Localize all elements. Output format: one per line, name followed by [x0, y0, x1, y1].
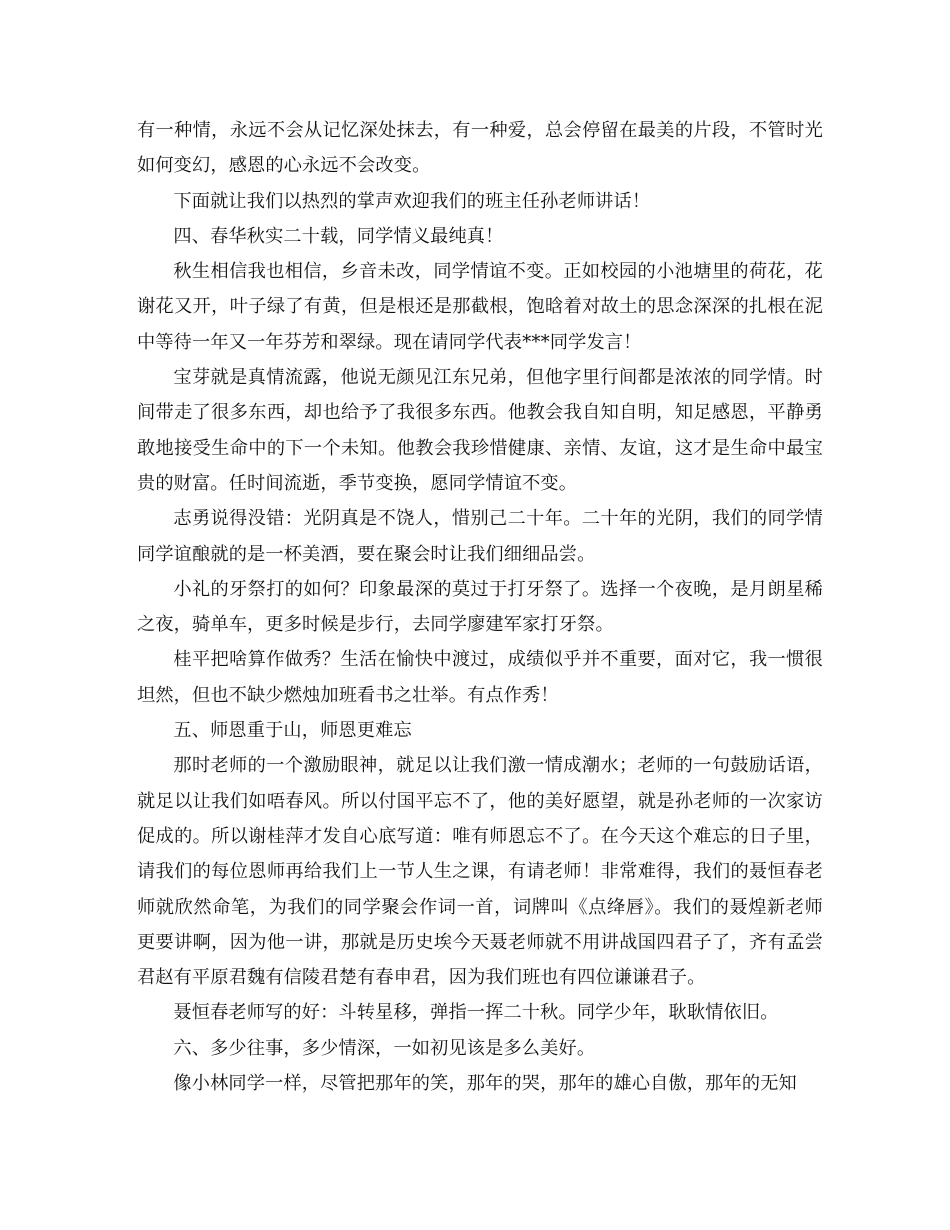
paragraph-qiusheng: 秋生相信我也相信，乡音未改，同学情谊不变。正如校园的小池塘里的荷花，花谢花又开，叶子绿了有黄，但是根还是那截根，饱晗着对故土的思念深深的扎根在泥中等待一年又一年芬芳和翠绿。现在请同学代表***同学发言！: [137, 261, 823, 353]
paragraph-guiping: 桂平把啥算作做秀？生活在愉快中渡过，成绩似乎并不重要，面对它，我一惯很坦然，但也不缺少燃烛加班看书之壮举。有点作秀！: [137, 649, 823, 706]
section-heading-four: 四、春华秋实二十载，同学情义最纯真！: [173, 225, 504, 247]
section-heading-six: 六、多少往事，多少情深，一如初见该是多么美好。: [173, 1037, 596, 1059]
paragraph-welcome-teacher-sun: 下面就让我们以热烈的掌声欢迎我们的班主任孙老师讲话！: [173, 190, 651, 212]
section-heading-five: 五、师恩重于山，师恩更难忘: [173, 720, 412, 742]
document-body: [137, 113, 823, 1101]
paragraph-baoya: 宝芽就是真情流露，他说无颜见江东兄弟，但他字里行间都是浓浓的同学情。时间带走了很多东西，却也给予了我很多东西。他教会我自知自明，知足感恩，平静勇敢地接受生命中的下一个未知。他教会我珍惜健康、亲情、友谊，这才是生命中最宝贵的财富。任时间流逝，季节变换，愿同学情谊不变。: [137, 367, 823, 494]
paragraph-gratitude: 有一种情，永远不会从记忆深处抹去，有一种爱，总会停留在最美的片段，不管时光如何变幻，感恩的心永远不会改变。: [137, 120, 823, 177]
paragraph-teachers: 那时老师的一个激励眼神，就足以让我们激一情成潮水；老师的一句鼓励话语，就足以让我们如唔春风。所以付国平忘不了，他的美好愿望，就是孙老师的一次家访促成的。所以谢桂萍才发自心底写道：唯有师恩忘不了。在今天这个难忘的日子里，请我们的每位恩师再给我们上一节人生之课，有请老师！非常难得，我们的聂恒春老师就欣然命笔，为我们的同学聚会作词一首，词牌叫《点绛唇》。我们的聂煌新老师更要讲啊，因为他一讲，那就是历史埃今天聂老师就不用讲战国四君子了，齐有孟尝君赵有平原君魏有信陵君楚有春申君，因为我们班也有四位谦谦君子。: [137, 755, 823, 989]
paragraph-xiaolin: 像小林同学一样，尽管把那年的笑，那年的哭，那年的雄心自傲，那年的无知: [173, 1073, 797, 1095]
paragraph-xiaoli: 小礼的牙祭打的如何？印象最深的莫过于打牙祭了。选择一个夜晚，是月朗星稀之夜，骑单车，更多时候是步行，去同学廖建军家打牙祭。: [137, 578, 823, 636]
paragraph-nie-hengchun: 聂恒春老师写的好：斗转星移，弹指一挥二十秋。同学少年，耿耿情依旧。: [173, 1002, 779, 1024]
paragraph-zhiyong: 志勇说得没错：光阴真是不饶人，惜别己二十年。二十年的光阴，我们的同学情同学谊酿就的是一杯美酒，要在聚会时让我们细细品尝。: [137, 508, 823, 565]
